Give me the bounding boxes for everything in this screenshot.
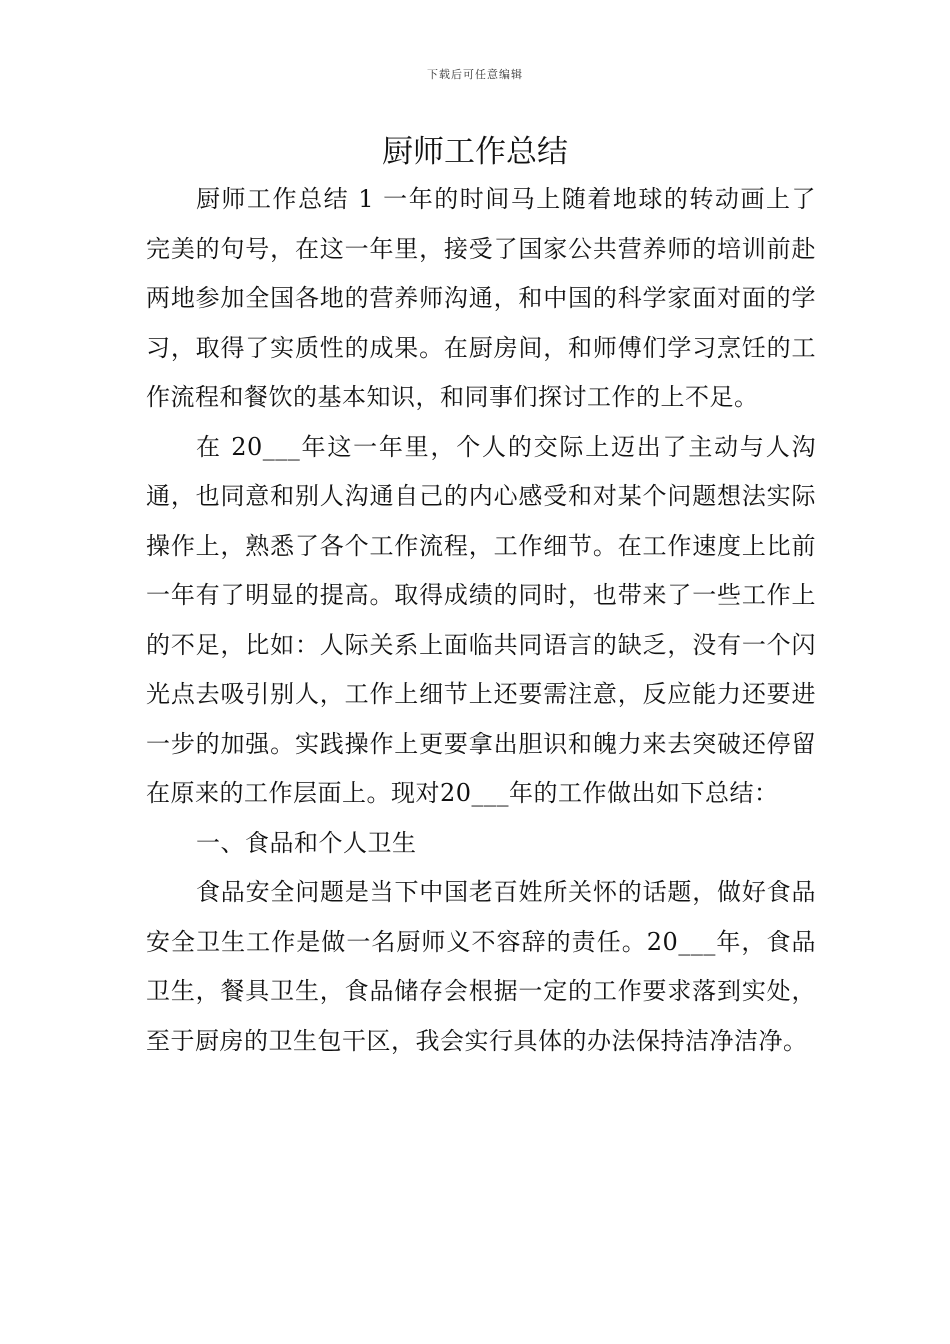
paragraph-food-safety: 食品安全问题是当下中国老百姓所关怀的话题，做好食品安全卫生工作是做一名厨师义不容辞的责任。20___年，食品卫生，餐具卫生，食品储存会根据一定的工作要求落到实处，至于厨房的卫生包干区，我会实行具体的办法保持洁净洁净。	[146, 878, 816, 1055]
document-body	[146, 175, 816, 1066]
header-note: 下载后可任意编辑	[427, 68, 523, 81]
document-title: 厨师工作总结	[382, 134, 568, 170]
paragraph-year-review: 在 20___年这一年里，个人的交际上迈出了主动与人沟通，也同意和别人沟通自己的内心感受和对某个问题想法实际操作上，熟悉了各个工作流程，工作细节。在工作速度上比前一年有了明显的提高。取得成绩的同时，也带来了一些工作上的不足，比如：人际关系上面临共同语言的缺乏，没有一个闪光点去吸引别人，工作上细节上还要需注意，反应能力还要进一步的加强。实践操作上更要拿出胆识和魄力来去突破还停留在原来的工作层面上。现对20___年的工作做出如下总结：	[146, 432, 816, 807]
section-heading-food-hygiene: 一、食品和个人卫生	[196, 828, 417, 857]
paragraph-intro: 厨师工作总结 1 一年的时间马上随着地球的转动画上了完美的句号，在这一年里，接受了国家公共营养师的培训前赴两地参加全国各地的营养师沟通，和中国的科学家面对面的学习，取得了实质性的成果。在厨房间，和师傅们学习烹饪的工作流程和餐饮的基本知识，和同事们探讨工作的上不足。	[146, 185, 816, 411]
